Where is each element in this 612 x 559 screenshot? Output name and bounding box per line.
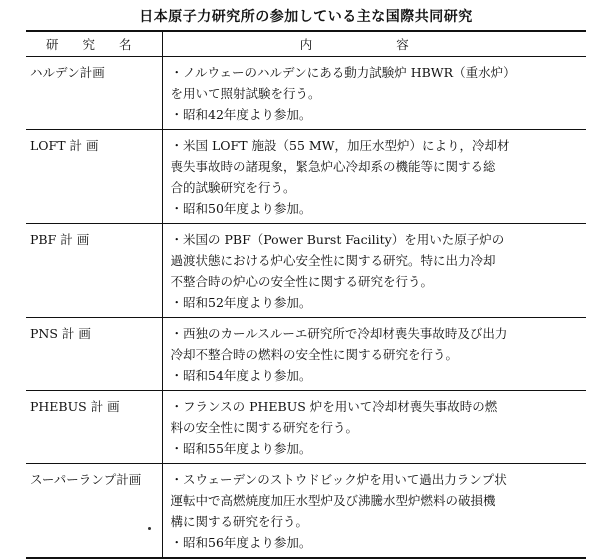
research-content — [162, 318, 586, 391]
research-name: PHEBUS 計 画 — [26, 391, 162, 464]
content-line: を用いて照射試験を行う。 — [170, 86, 321, 101]
table-row — [26, 391, 586, 464]
research-name: PBF 計 画 — [26, 224, 162, 318]
research-content — [162, 224, 586, 318]
content-line: 過渡状態における炉心安全性に関する研究。特に出力冷却 — [170, 253, 496, 268]
research-content — [162, 130, 586, 224]
research-name: LOFT 計 画 — [26, 130, 162, 224]
table-row — [26, 318, 586, 391]
research-name: スーパーランプ計画 — [26, 464, 162, 559]
content-line: ・昭和52年度より参加。 — [170, 295, 312, 310]
content-line: 不整合時の炉心の安全性に関する研究を行う。 — [170, 274, 434, 289]
content-line: ・昭和42年度より参加。 — [170, 107, 312, 122]
content-line: 料の安全性に関する研究を行う。 — [170, 420, 359, 435]
content-line: ・フランスの PHEBUS 炉を用いて冷却材喪失事故時の燃 — [170, 399, 498, 414]
content-line: ・スウェーデンのストウドビック炉を用いて過出力ランプ状 — [170, 472, 507, 487]
content-line: ・ノルウェーのハルデンにある動力試験炉 HBWR（重水炉） — [170, 65, 516, 80]
table-row — [26, 224, 586, 318]
content-line: ・昭和56年度より参加。 — [170, 535, 312, 550]
table-row — [26, 464, 586, 559]
content-line: ・昭和54年度より参加。 — [170, 368, 312, 383]
scan-dot — [148, 527, 151, 530]
content-line: 合的試験研究を行う。 — [170, 180, 296, 195]
content-line: 喪失事故時の諸現象，緊急炉心冷却系の機能等に関する総 — [170, 159, 496, 174]
research-name: ハルデン計画 — [26, 57, 162, 130]
content-line: ・米国 LOFT 施設（55 MW，加圧水型炉）により，冷却材 — [170, 138, 510, 153]
table-row — [26, 57, 586, 130]
content-line: ・昭和55年度より参加。 — [170, 441, 312, 456]
research-content — [162, 57, 586, 130]
table-header-row — [26, 31, 586, 57]
content-line: ・西独のカールスルーエ研究所で冷却材喪失事故時及び出力 — [170, 326, 508, 341]
content-line: 冷却不整合時の燃料の安全性に関する研究を行う。 — [170, 347, 459, 362]
research-content — [162, 391, 586, 464]
header-content: 内 容 — [162, 31, 586, 57]
research-content — [162, 464, 586, 559]
content-line: 構に関する研究を行う。 — [170, 514, 309, 529]
content-line: 運転中で高燃焼度加圧水型炉及び沸騰水型炉燃料の破損機 — [170, 493, 496, 508]
page-title: 日本原子力研究所の参加している主な国際共同研究 — [139, 9, 473, 25]
content-line: ・昭和50年度より参加。 — [170, 201, 312, 216]
research-table — [26, 30, 586, 559]
table-row — [26, 130, 586, 224]
header-research-name: 研 究 名 — [26, 31, 162, 57]
research-name: PNS 計 画 — [26, 318, 162, 391]
content-line: ・米国の PBF（Power Burst Facility）を用いた原子炉の — [170, 232, 505, 247]
